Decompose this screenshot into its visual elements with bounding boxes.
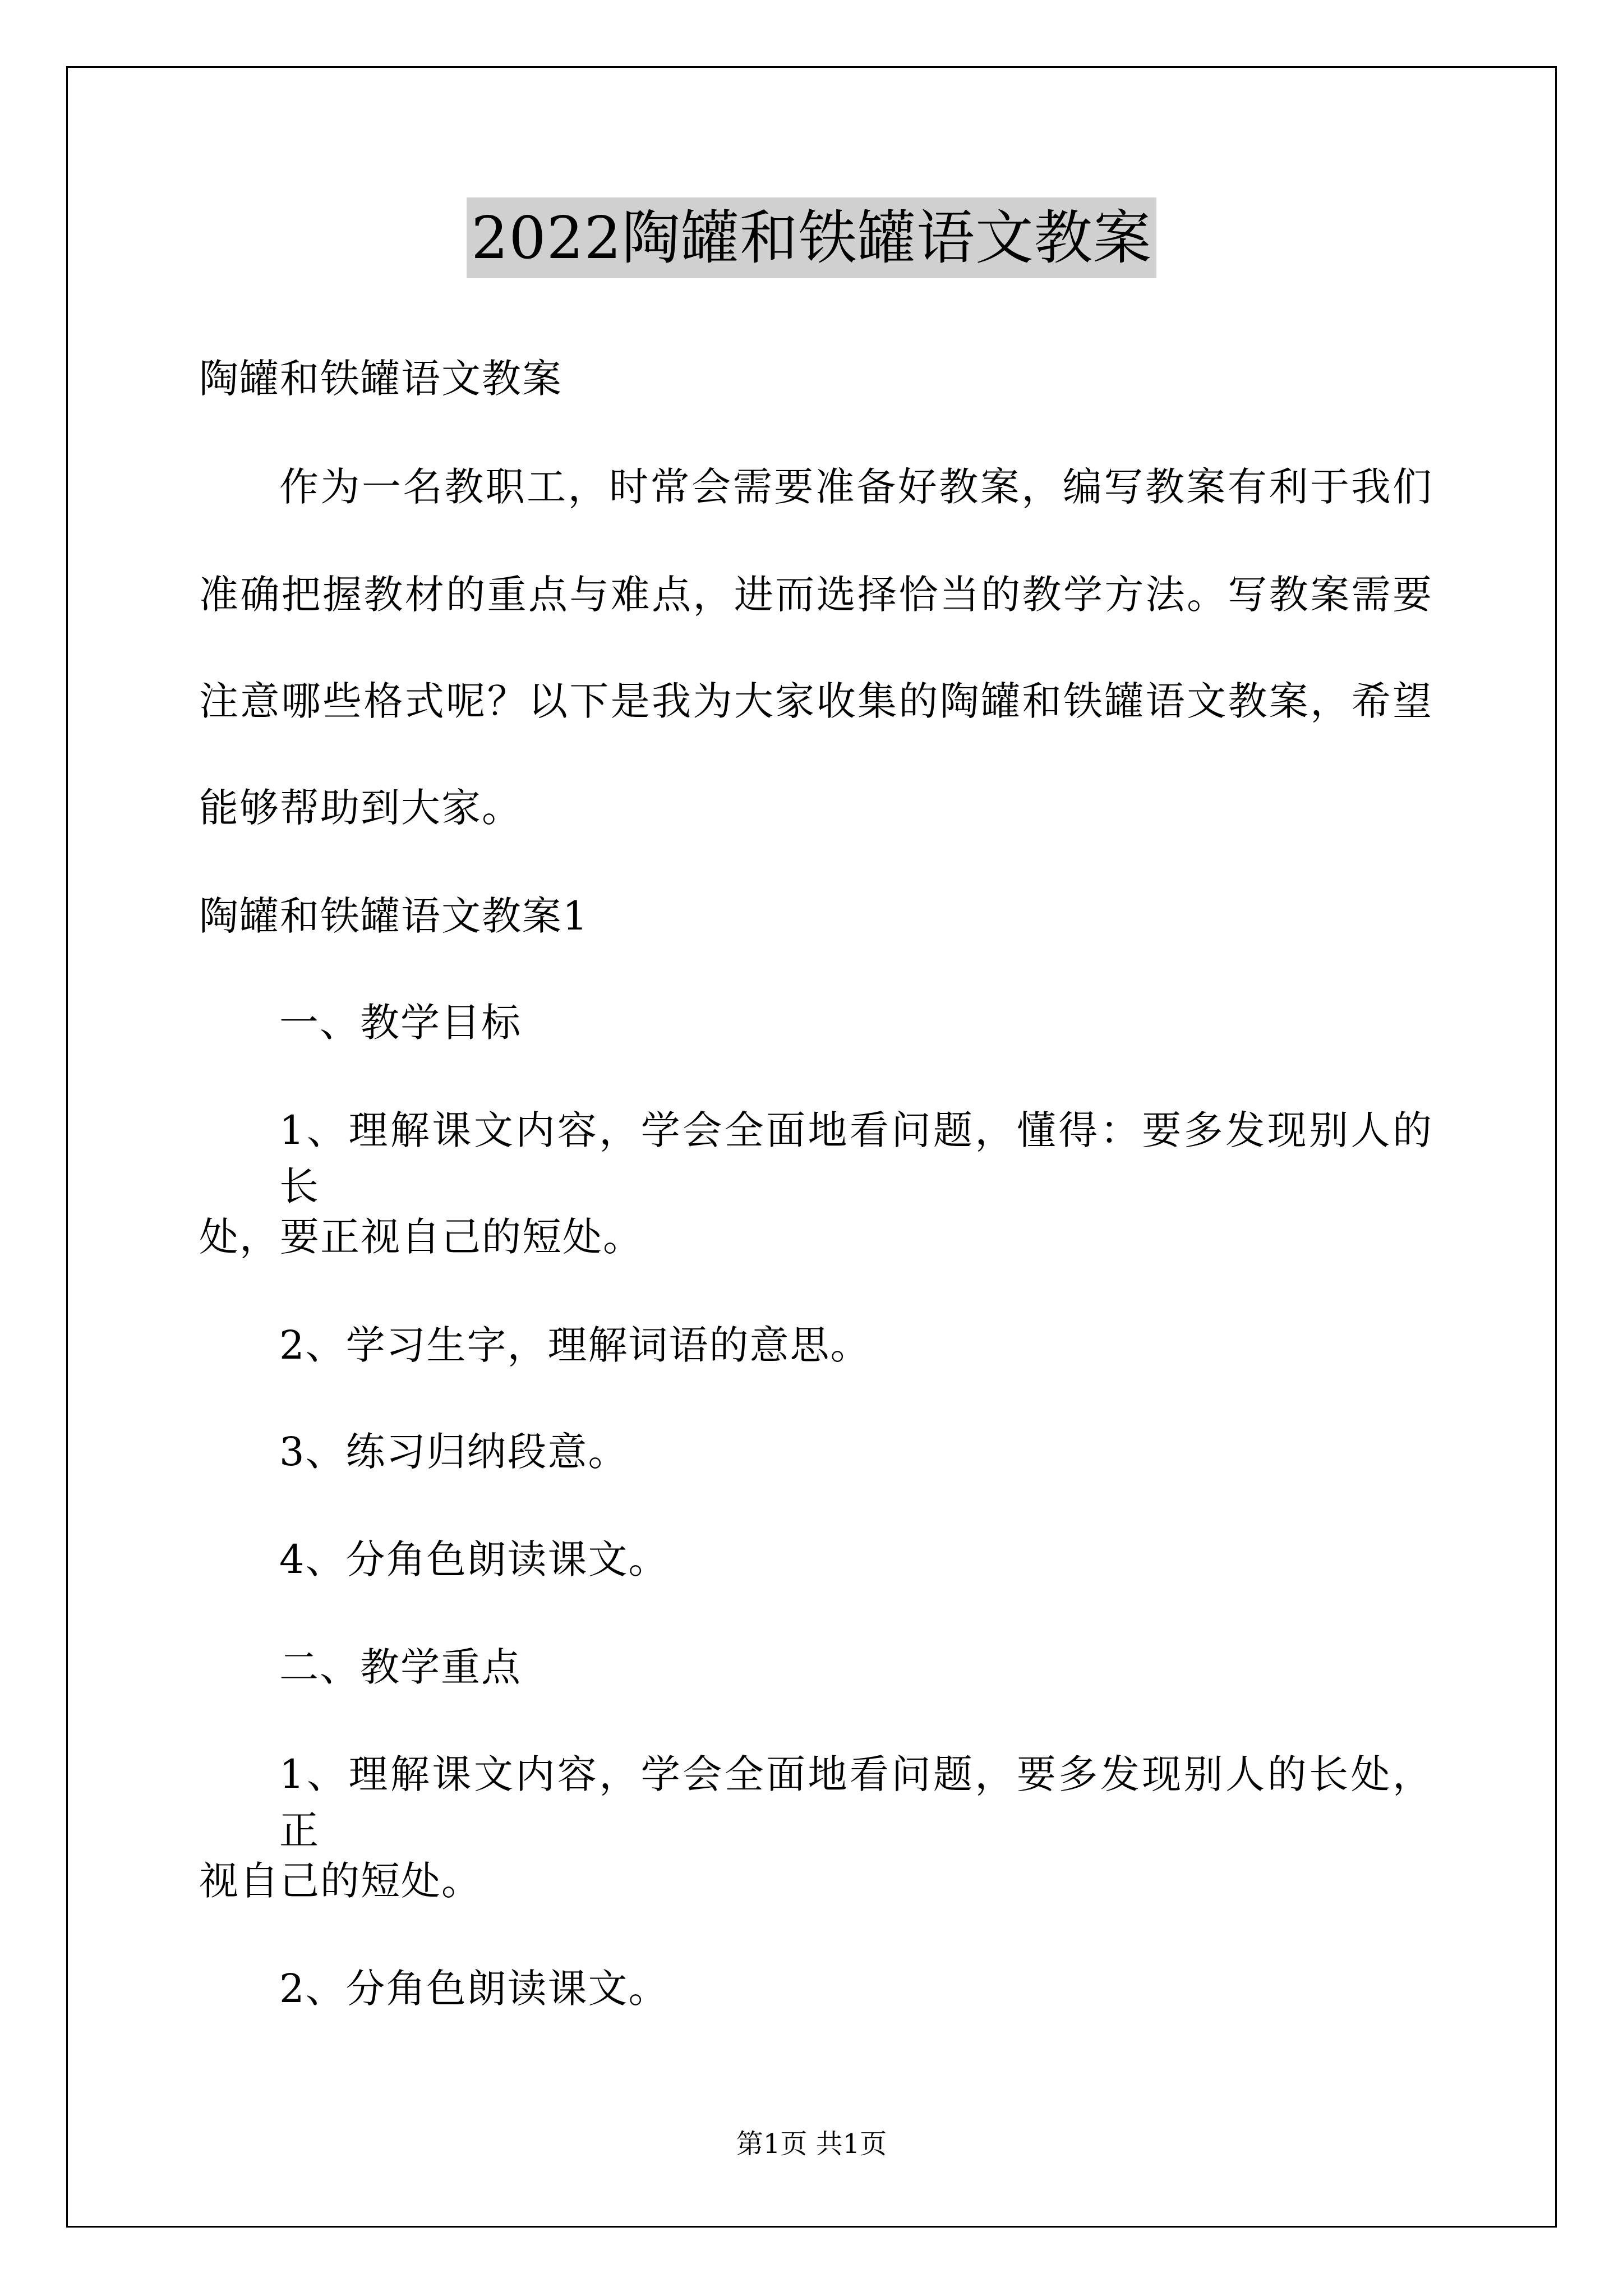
subtitle: 陶罐和铁罐语文教案 <box>199 356 562 402</box>
intro-line-2: 准确把握教材的重点与难点，进而选择恰当的教学方法。写教案需要 <box>199 572 1433 618</box>
document-title: 2022陶罐和铁罐语文教案 <box>467 197 1156 278</box>
intro-line-1: 作为一名教职工，时常会需要准备好教案，编写教案有利于我们 <box>279 464 1433 510</box>
intro-line-3: 注意哪些格式呢？以下是我为大家收集的陶罐和铁罐语文教案，希望 <box>199 678 1433 724</box>
key-1-line-2: 视自己的短处。 <box>199 1858 482 1904</box>
goals-heading: 一、教学目标 <box>279 1000 522 1046</box>
key-heading: 二、教学重点 <box>279 1644 522 1690</box>
goal-1-line-1: 1、理解课文内容，学会全面地看问题，懂得：要多发现别人的长 <box>279 1107 1433 1209</box>
goal-3: 3、练习归纳段意。 <box>279 1429 629 1475</box>
goal-1-line-2: 处，要正视自己的短处。 <box>199 1214 643 1260</box>
title-container <box>0 197 1623 278</box>
goal-4: 4、分角色朗读课文。 <box>279 1536 669 1582</box>
section-heading: 陶罐和铁罐语文教案1 <box>199 893 589 939</box>
key-1-line-1: 1、理解课文内容，学会全面地看问题，要多发现别人的长处，正 <box>279 1751 1433 1853</box>
page-footer: 第1页 共1页 <box>736 2128 887 2160</box>
goal-2: 2、学习生字，理解词语的意思。 <box>279 1322 871 1368</box>
key-2: 2、分角色朗读课文。 <box>279 1966 669 2012</box>
intro-line-4: 能够帮助到大家。 <box>199 785 522 831</box>
